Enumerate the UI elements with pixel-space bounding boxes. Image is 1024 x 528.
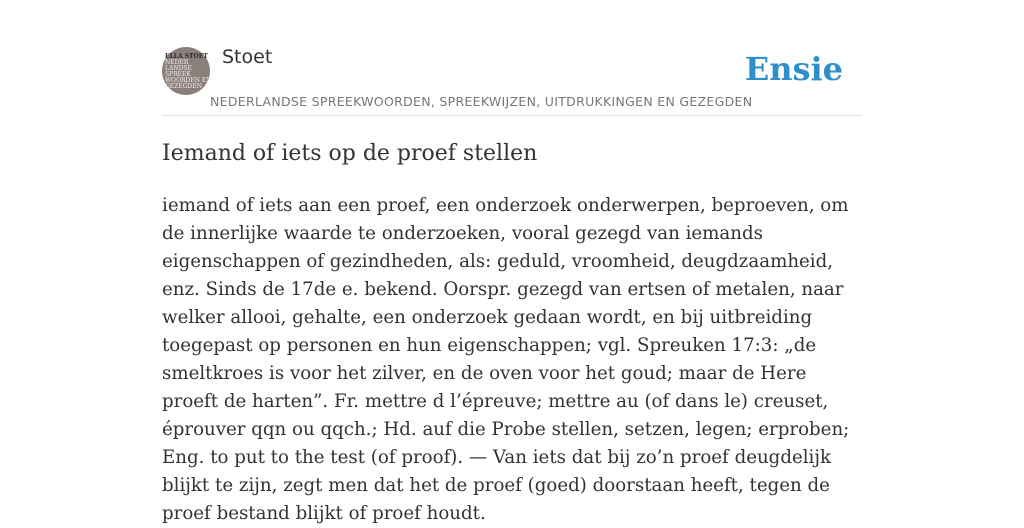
avatar-text: ELLA STOET: [165, 53, 208, 60]
entry-title: Iemand of iets op de proef stellen: [162, 141, 538, 166]
author-name-link[interactable]: Stoet: [222, 46, 273, 68]
avatar-text: GEZEGDEN: [165, 83, 202, 90]
avatar-text: NEDER: [165, 59, 189, 66]
avatar-text: SPREEK: [165, 71, 191, 78]
source-subtitle: NEDERLANDSE SPREEKWOORDEN, SPREEKWIJZEN, UITDRUKKINGEN EN GEZEGDEN: [210, 94, 753, 109]
avatar-text: WOORDEN EN: [165, 77, 212, 84]
entry-definition: iemand of iets aan een proef, een onderzoek onderwerpen, beproeven, om de innerlijke waarde te onderzoeken, vooral gezegd van iemands eigenschappen of gezindheden, als: geduld, vroomheid, deugdzaamheid, enz. Sinds de 17de e. bekend. Oorspr. gezegd van ertsen of metalen, naar welker allooi, gehalte, een onderzoek gedaan wordt, en bij uitbreiding toegepast op personen en hun eigenschappen; vgl. Spreuken 17:3: „de smeltkroes is voor het zilver, en de oven voor het goud; maar de Here proeft de harten”. Fr. mettre d l’épreuve; mettre au (of dans le) creuset, éprouver qqn ou qqch.; Hd. auf die Probe stellen, setzen, legen; erproben; Eng. to put to the test (of proof). — Van iets dat bij zo’n proef deugdelijk blijkt te zijn, zegt men dat het de proef (goed) doorstaan heeft, tegen de proef bestand blijkt of proef houdt.: [162, 195, 850, 524]
avatar-text: LANDSE: [165, 65, 192, 72]
author-avatar[interactable]: [162, 47, 210, 95]
header-divider: [162, 115, 862, 116]
brand-logo-link[interactable]: Ensie: [744, 50, 843, 88]
